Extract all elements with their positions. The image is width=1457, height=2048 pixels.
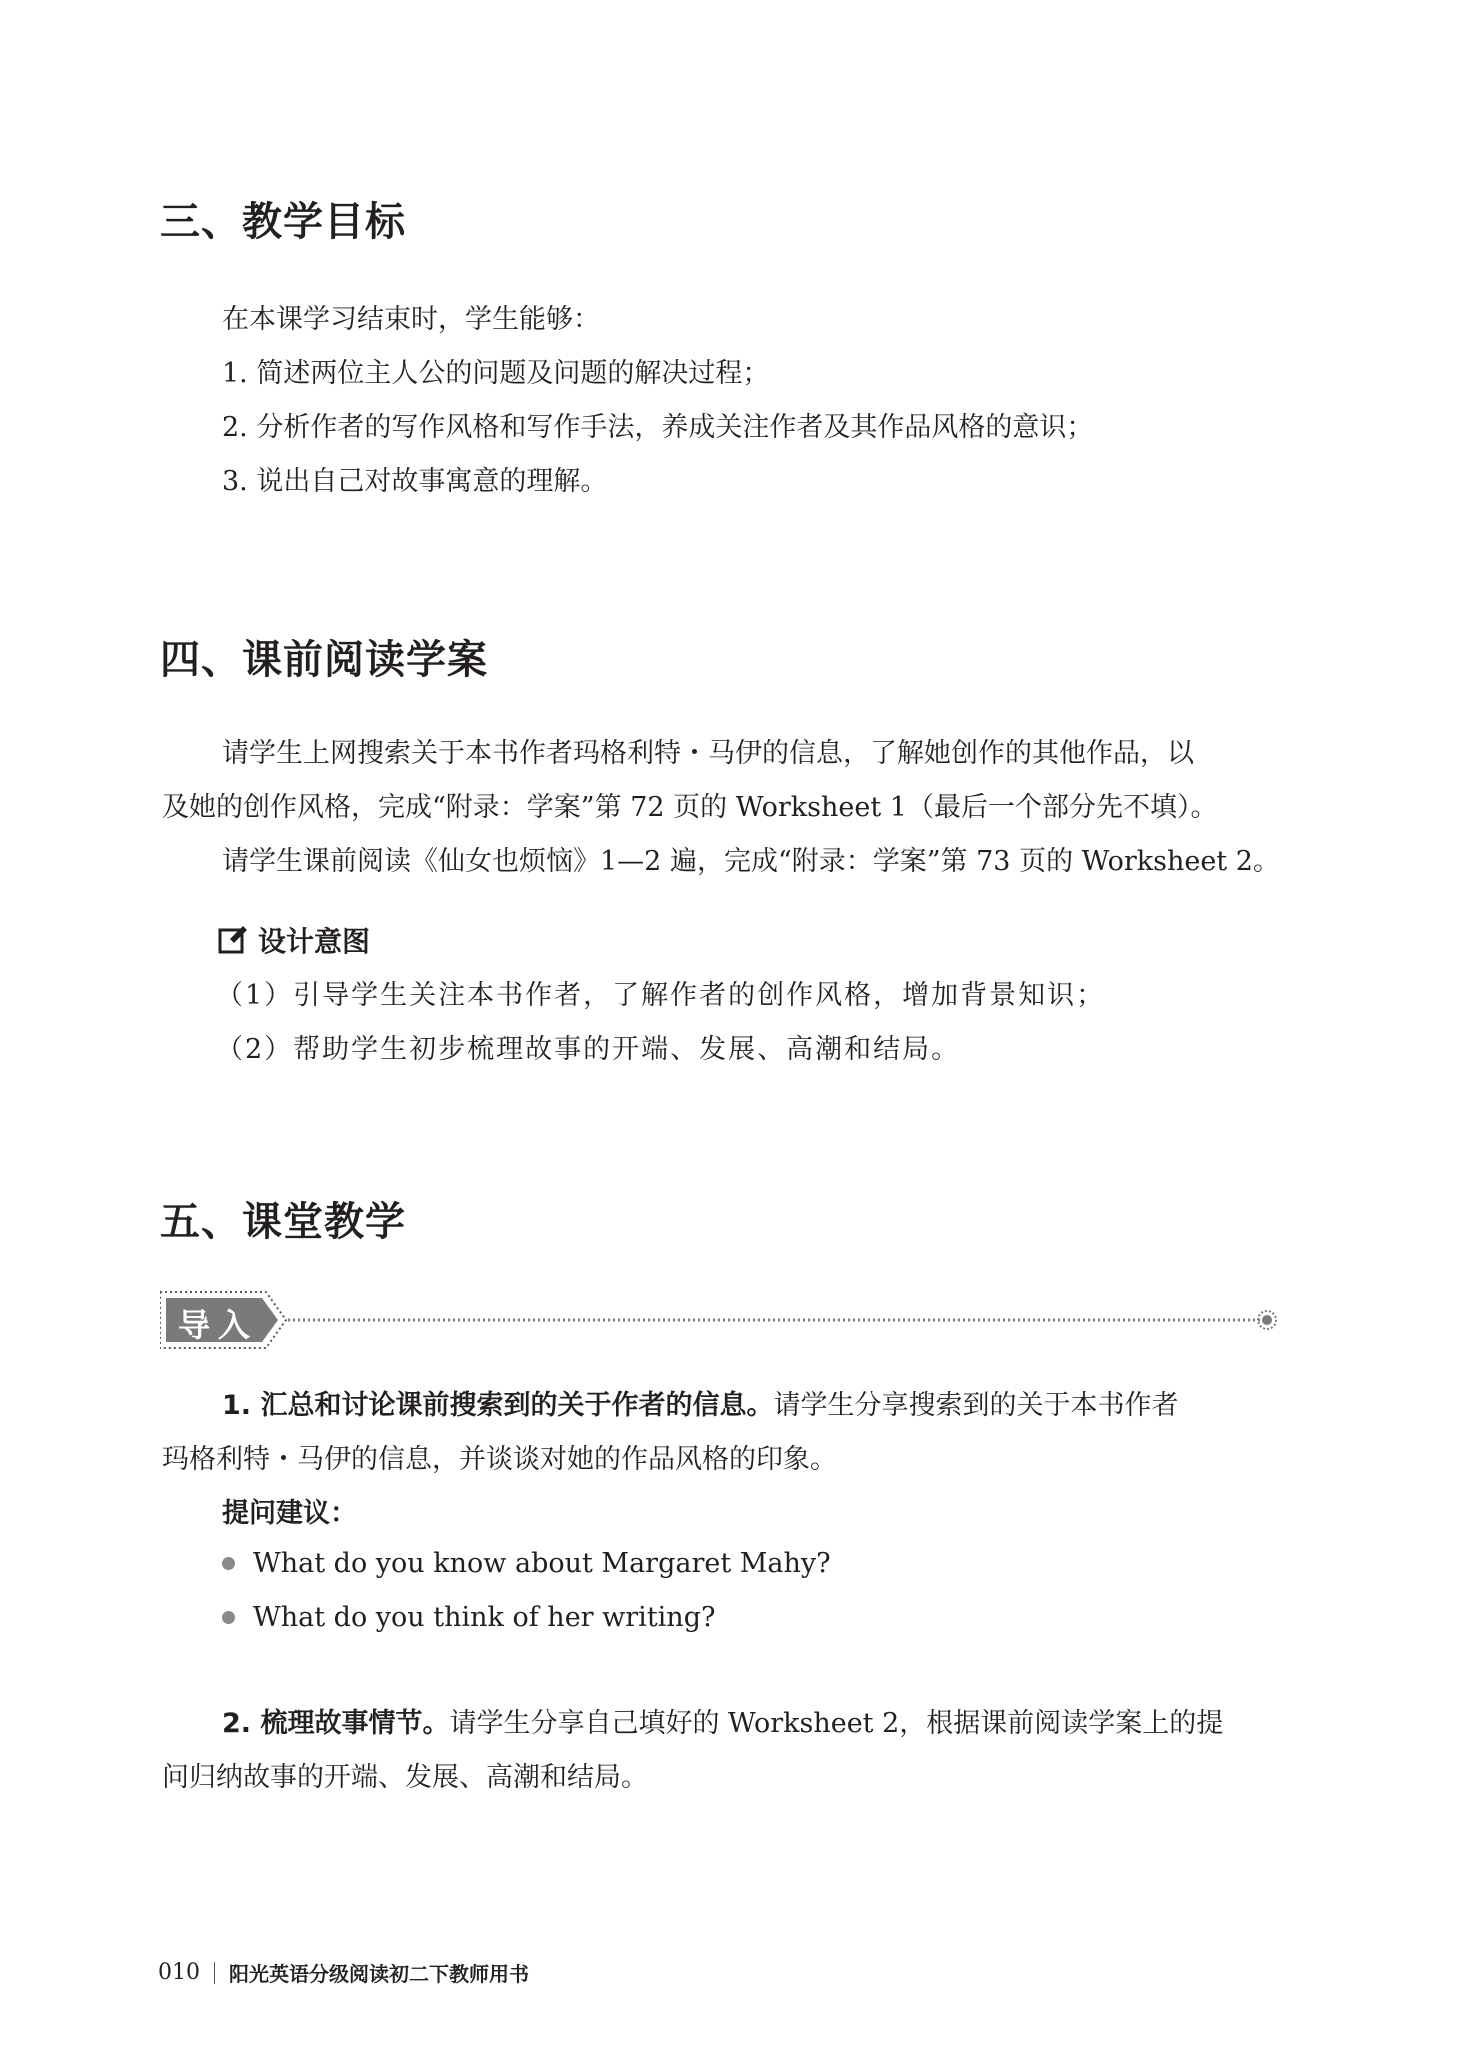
bullet-dot-icon xyxy=(222,1557,235,1570)
question-text-1: What do you know about Margaret Mahy? xyxy=(253,1548,831,1579)
design-intent-item-2: （2）帮助学生初步梳理故事的开端、发展、高潮和结局。 xyxy=(216,1034,961,1065)
goals-intro: 在本课学习结束时，学生能够： xyxy=(222,304,600,335)
item1-lead: 1. 汇总和讨论课前搜索到的关于作者的信息。 xyxy=(222,1390,774,1421)
question-text-2: What do you think of her writing? xyxy=(253,1602,716,1633)
design-intent-header xyxy=(218,920,370,960)
item1-line1 xyxy=(222,1388,1178,1424)
page-footer xyxy=(158,1958,529,1987)
item1-rest: 请学生分享搜索到的关于本书作者 xyxy=(773,1390,1179,1421)
question-item-1 xyxy=(222,1548,831,1579)
goal-item-3: 3. 说出自己对故事寓意的理解。 xyxy=(222,466,608,497)
section-heading-classroom: 五、课堂教学 xyxy=(160,1199,406,1245)
prereading-para1-line1: 请学生上网搜索关于本书作者玛格利特・马伊的信息，了解她创作的其他作品，以 xyxy=(222,738,1194,769)
item2-line2: 问归纳故事的开端、发展、高潮和结局。 xyxy=(162,1762,648,1793)
design-intent-item-1: （1）引导学生关注本书作者，了解作者的创作风格，增加背景知识； xyxy=(216,980,1106,1011)
design-intent-title: 设计意图 xyxy=(258,925,371,958)
section-heading-prereading: 四、课前阅读学案 xyxy=(160,637,488,683)
footer-divider xyxy=(214,1962,215,1984)
item1-line2: 玛格利特・马伊的信息，并谈谈对她的作品风格的印象。 xyxy=(162,1444,837,1475)
question-suggestion-label: 提问建议： xyxy=(222,1498,357,1529)
prereading-para2: 请学生课前阅读《仙女也烦恼》1—2 遍，完成“附录：学案”第 73 页的 Worksheet 2。 xyxy=(222,846,1280,877)
book-title: 阳光英语分级阅读初二下教师用书 xyxy=(229,1962,529,1986)
question-item-2 xyxy=(222,1602,715,1633)
intro-banner-graphic xyxy=(160,1290,1280,1350)
prereading-para1-line2: 及她的创作风格，完成“附录：学案”第 72 页的 Worksheet 1（最后一个部分先不填）。 xyxy=(162,792,1218,823)
item2-lead: 2. 梳理故事情节。 xyxy=(222,1708,450,1739)
item2-line1 xyxy=(222,1706,1223,1742)
bullet-dot-icon xyxy=(222,1611,235,1624)
item2-rest: 请学生分享自己填好的 Worksheet 2，根据课前阅读学案上的提 xyxy=(449,1708,1224,1739)
intro-banner-label: 导入 xyxy=(178,1306,259,1344)
page-number: 010 xyxy=(158,1960,200,1985)
goal-item-1: 1. 简述两位主人公的问题及问题的解决过程； xyxy=(222,358,770,389)
section-heading-teaching-goals: 三、教学目标 xyxy=(160,199,406,245)
intro-banner xyxy=(160,1290,1280,1350)
goal-item-2: 2. 分析作者的写作风格和写作手法，养成关注作者及其作品风格的意识； xyxy=(222,412,1094,443)
edit-pencil-icon xyxy=(218,925,248,955)
